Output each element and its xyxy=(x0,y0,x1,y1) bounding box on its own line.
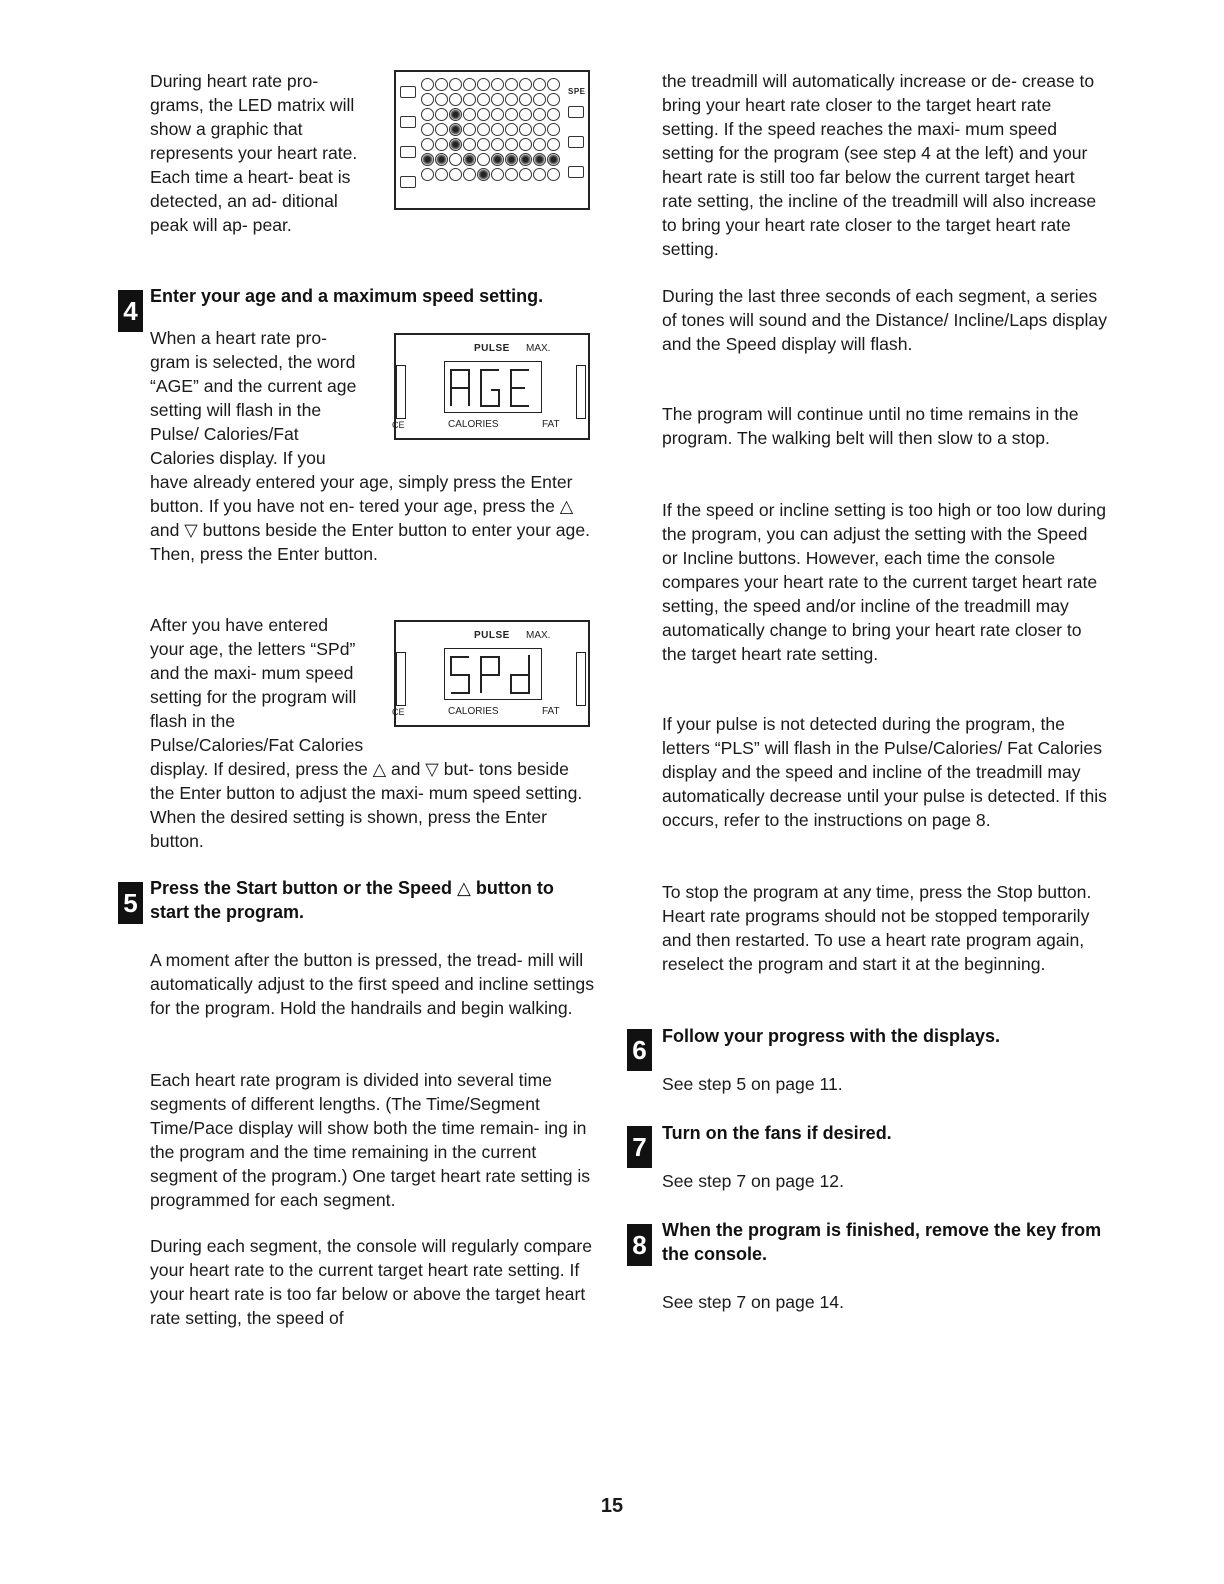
step-5-title: Press the Start button or the Speed △ button to start the program. xyxy=(150,878,554,922)
pulse-label: PULSE xyxy=(474,343,510,354)
led-off xyxy=(491,93,504,106)
right-para-5: If your pulse is not detected during the program, the letters “PLS” will flash in the Pulse/Calories/ Fat Calories display and the speed and incline of the treadmill may automatically decrease until your pulse is detected. If this occurs, refer to the instructions on page 8. xyxy=(662,714,1107,830)
led-off xyxy=(533,108,546,121)
step-4-para-1-wrap xyxy=(150,326,590,566)
led-off xyxy=(477,153,490,166)
led-off xyxy=(533,78,546,91)
step-5-badge: 5 xyxy=(118,882,143,924)
side-indicator-icon xyxy=(568,166,584,178)
led-off xyxy=(505,78,518,91)
step-4-para-2-wrap xyxy=(150,613,590,853)
led-off xyxy=(463,93,476,106)
step-8-title: When the program is finished, remove the key from the console. xyxy=(662,1220,1102,1264)
led-off xyxy=(421,93,434,106)
page-number: 15 xyxy=(600,1495,624,1517)
step-4-title: Enter your age and a maximum speed setting. xyxy=(150,286,544,306)
led-off xyxy=(477,123,490,136)
right-para-1: the treadmill will automatically increase or de- crease to bring your heart rate closer to the target heart rate setting. If the speed reaches the maxi- mum speed setting for the program (see step 4 at the left) and your heart rate is still too far below the current target heart rate setting, the incline of the treadmill will also increase to bring your heart rate closer to the target heart rate setting. xyxy=(662,71,1097,259)
led-off xyxy=(547,168,560,181)
right-para-4: If the speed or incline setting is too high or too low during the program, you can adjust the setting with the Speed or Incline buttons. However, each time the console compares your heart rate to the current target heart rate setting, the speed and/or incline of the treadmill may automatically change to bring your heart rate closer to the target heart rate setting. xyxy=(662,500,1107,664)
led-off xyxy=(435,78,448,91)
led-off xyxy=(435,108,448,121)
led-on xyxy=(477,168,490,181)
led-off xyxy=(463,138,476,151)
led-off xyxy=(463,78,476,91)
led-on xyxy=(533,153,546,166)
step-8-badge: 8 xyxy=(627,1224,652,1266)
led-off xyxy=(491,123,504,136)
led-off xyxy=(505,108,518,121)
pulse-label: PULSE xyxy=(474,630,510,641)
led-off xyxy=(491,168,504,181)
led-off xyxy=(505,123,518,136)
calories-label: CALORIES xyxy=(448,706,499,717)
led-off xyxy=(421,168,434,181)
side-indicator-icon xyxy=(400,146,416,158)
side-indicator-icon xyxy=(400,176,416,188)
led-off xyxy=(533,93,546,106)
max-label: MAX. xyxy=(526,630,551,641)
led-off xyxy=(547,78,560,91)
led-off xyxy=(519,78,532,91)
led-off xyxy=(519,93,532,106)
edge-label: CE xyxy=(392,420,405,430)
led-on xyxy=(547,153,560,166)
led-off xyxy=(421,78,434,91)
intro-text: During heart rate pro- grams, the LED matrix will show a graphic that represents your heart rate. Each time a heart- beat is detected, an ad- ditional peak will ap- pear. xyxy=(150,71,358,235)
led-off xyxy=(421,108,434,121)
step-5-para-1: A moment after the button is pressed, the tread- mill will automatically adjust to the first speed and incline settings for the program. Hold the handrails and begin walking. xyxy=(150,950,595,1018)
right-para-3: The program will continue until no time remains in the program. The walking belt will then slow to a stop. xyxy=(662,404,1079,448)
right-para-2: During the last three seconds of each segment, a series of tones will sound and the Distance/ Incline/Laps display and the Speed display will flash. xyxy=(662,286,1107,354)
led-off xyxy=(547,138,560,151)
led-off xyxy=(547,123,560,136)
led-off xyxy=(491,138,504,151)
led-on xyxy=(449,138,462,151)
side-indicator-icon xyxy=(400,116,416,128)
led-off xyxy=(463,108,476,121)
led-off xyxy=(421,138,434,151)
step-5-para-3: During each segment, the console will regularly compare your heart rate to the current target heart rate setting. If your heart rate is too far below or above the target heart rate setting, the speed of xyxy=(150,1236,593,1328)
led-off xyxy=(533,168,546,181)
fat-label: FAT xyxy=(542,706,560,717)
led-off xyxy=(519,138,532,151)
step-4-para-2-text: After you have entered your age, the letters “SPd” and the maxi- mum speed setting for the program will flash in the Pulse/Calories/Fat Calories display. If desired, press the △ and ▽ but- tons beside the Enter button to adjust the maxi- mum speed setting. When the desired setting is shown, press the Enter button. xyxy=(150,615,583,851)
led-off xyxy=(477,138,490,151)
led-off xyxy=(519,168,532,181)
led-off xyxy=(463,123,476,136)
led-off xyxy=(547,108,560,121)
step-8-body: See step 7 on page 14. xyxy=(662,1292,844,1312)
led-on xyxy=(449,108,462,121)
right-para-6: To stop the program at any time, press the Stop button. Heart rate programs should not be stopped temporarily and then restarted. To use a heart rate program again, reselect the program and start it at the beginning. xyxy=(662,882,1092,974)
led-matrix-grid xyxy=(421,78,561,183)
led-off xyxy=(449,78,462,91)
led-off xyxy=(421,123,434,136)
side-indicator-icon xyxy=(400,86,416,98)
step-6-body: See step 5 on page 11. xyxy=(662,1074,843,1094)
led-on xyxy=(505,153,518,166)
led-off xyxy=(547,93,560,106)
led-off xyxy=(435,123,448,136)
led-off xyxy=(533,123,546,136)
led-on xyxy=(435,153,448,166)
led-off xyxy=(505,138,518,151)
led-off xyxy=(519,123,532,136)
led-on xyxy=(519,153,532,166)
step-4-badge: 4 xyxy=(118,290,143,332)
led-off xyxy=(435,93,448,106)
led-off xyxy=(491,78,504,91)
max-label: MAX. xyxy=(526,343,551,354)
led-on xyxy=(463,153,476,166)
led-off xyxy=(449,93,462,106)
step-7-badge: 7 xyxy=(627,1126,652,1168)
step-5-para-2: Each heart rate program is divided into several time segments of different lengths. (The Time/Segment Time/Pace display will show both the time remain- ing in the program and the time remaining in the current segment of the program.) One target heart rate setting is programmed for each segment. xyxy=(150,1070,591,1210)
led-on xyxy=(449,123,462,136)
led-off xyxy=(449,168,462,181)
led-off xyxy=(477,93,490,106)
step-7-body: See step 7 on page 12. xyxy=(662,1171,844,1191)
led-off xyxy=(435,168,448,181)
speed-label: SPE xyxy=(568,87,586,96)
led-off xyxy=(463,168,476,181)
led-off xyxy=(435,138,448,151)
led-on xyxy=(421,153,434,166)
led-on xyxy=(491,153,504,166)
step-6-badge: 6 xyxy=(627,1029,652,1071)
calories-label: CALORIES xyxy=(448,419,499,430)
step-4-para-1-text: When a heart rate pro- gram is selected, the word “AGE” and the current age setting will flash in the Pulse/ Calories/Fat Calories display. If you have already entered your age, simply press the Enter button. If you have not en- tered your age, press the △ and ▽ buttons beside the Enter button to enter your age. Then, press the Enter button. xyxy=(150,328,590,564)
step-6-title: Follow your progress with the displays. xyxy=(662,1026,1001,1046)
side-indicator-icon xyxy=(568,136,584,148)
led-off xyxy=(505,168,518,181)
led-off xyxy=(505,93,518,106)
side-indicator-icon xyxy=(568,106,584,118)
led-off xyxy=(449,153,462,166)
led-off xyxy=(519,108,532,121)
led-off xyxy=(533,138,546,151)
led-off xyxy=(477,108,490,121)
edge-label: CE xyxy=(392,707,405,717)
step-7-title: Turn on the fans if desired. xyxy=(662,1123,892,1143)
led-matrix-illustration xyxy=(394,70,590,210)
fat-label: FAT xyxy=(542,419,560,430)
led-off xyxy=(491,108,504,121)
led-off xyxy=(477,78,490,91)
